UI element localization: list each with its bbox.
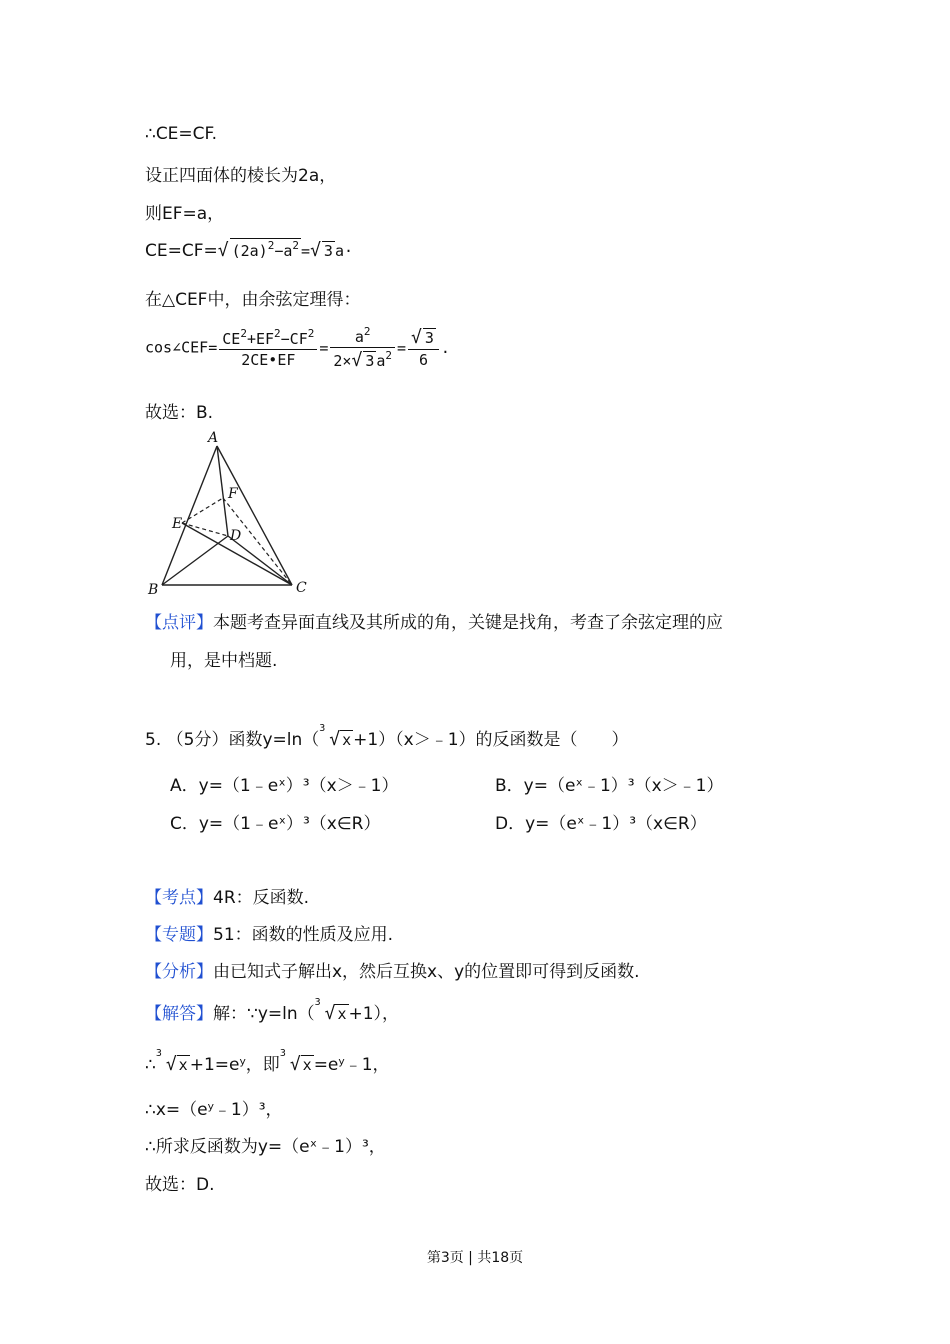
edge-ad xyxy=(217,446,228,536)
jieda-tag: 【解答】 xyxy=(145,1004,213,1024)
zhuanti-text: 51：函数的性质及应用. xyxy=(213,925,394,945)
zhuanti-tag: 【专题】 xyxy=(145,925,213,945)
formula-prefix: cos∠CEF= xyxy=(145,338,218,357)
label-b: B xyxy=(148,582,159,598)
option-c[interactable]: C．y=（1﹣eˣ）³（x∈R） xyxy=(170,814,381,834)
segment-ef xyxy=(182,498,223,523)
label-d: D xyxy=(230,528,242,544)
step-line: ∴ 3 √ x +1=eʸ，即 3 √ x =eʸ﹣1， xyxy=(145,1048,390,1075)
option-a[interactable]: A．y=（1﹣eˣ）³（x＞﹣1） xyxy=(170,776,399,796)
review-line: 用，是中档题. xyxy=(170,651,278,671)
option-b[interactable]: B．y=（eˣ﹣1）³（x＞﹣1） xyxy=(495,776,724,796)
stem-text: 5. （5分）函数y=ln（ xyxy=(145,730,320,750)
solution-line: ∴CE=CF. xyxy=(145,124,217,144)
solution-line: 在△CEF中，由余弦定理得： xyxy=(145,290,361,310)
stem-text: +1）（x＞﹣1）的反函数是（ ） xyxy=(353,730,629,750)
review-text: 本题考查异面直线及其所成的角，关键是找角，考查了余弦定理的应 xyxy=(213,613,723,633)
fenxi-tag: 【分析】 xyxy=(145,962,213,982)
step-text: =eʸ﹣1， xyxy=(313,1055,390,1075)
question-stem: 5. （5分）函数y=ln（ 3 √ x +1）（x＞﹣1）的反函数是（ ） xyxy=(145,723,629,750)
page-footer: 第3页 | 共18页 xyxy=(426,1250,524,1266)
fenxi-text: 由已知式子解出x，然后互换x、y的位置即可得到反函数. xyxy=(213,962,640,982)
review-line xyxy=(145,608,723,633)
formula-cos: cos∠CEF= $\frac{CE^2+EF^2-CF^2}{2CE•EF}$ = $\frac{a^2}{2\times√ 3 a^2}$ = $\frac{√ 3}{6}$ . xyxy=(145,325,450,371)
solution-line: 设正四面体的棱长为2a， xyxy=(145,166,337,186)
segment-ed xyxy=(182,523,228,536)
zhuanti-line xyxy=(145,920,393,945)
jieda-line: 【解答】解：∵y=ln（ 3 √ x +1）， xyxy=(145,997,400,1024)
review-tag: 【点评】 xyxy=(145,613,213,633)
jieda-text: 解：∵y=ln（ xyxy=(213,1004,315,1024)
step-line: ∴x=（eʸ﹣1）³， xyxy=(145,1100,283,1120)
kaodian-line xyxy=(145,883,309,908)
fenxi-line xyxy=(145,957,640,982)
label-a: A xyxy=(208,430,219,446)
solution-line: 故选：B. xyxy=(145,403,214,423)
step-text: ∴ xyxy=(145,1055,156,1075)
kaodian-tag: 【考点】 xyxy=(145,888,213,908)
formula-prefix: CE=CF= xyxy=(145,241,218,261)
label-c: C xyxy=(296,580,307,596)
tetrahedron-diagram xyxy=(140,428,320,598)
solution-line: 则EF=a， xyxy=(145,204,225,224)
kaodian-text: 4R：反函数. xyxy=(213,888,310,908)
step-line: ∴所求反函数为y=（eˣ﹣1）³， xyxy=(145,1137,386,1157)
jieda-text: +1）， xyxy=(348,1004,400,1024)
label-f: F xyxy=(228,486,238,502)
step-line: 故选：D. xyxy=(145,1175,215,1195)
formula-ce-cf: CE=CF=√ $(2a)^2-a^2$ =√ 3 a· xyxy=(145,239,353,261)
step-text: +1=eʸ，即 xyxy=(189,1055,280,1075)
label-e: E xyxy=(172,516,183,532)
option-d[interactable]: D．y=（eˣ﹣1）³（x∈R） xyxy=(495,814,707,834)
